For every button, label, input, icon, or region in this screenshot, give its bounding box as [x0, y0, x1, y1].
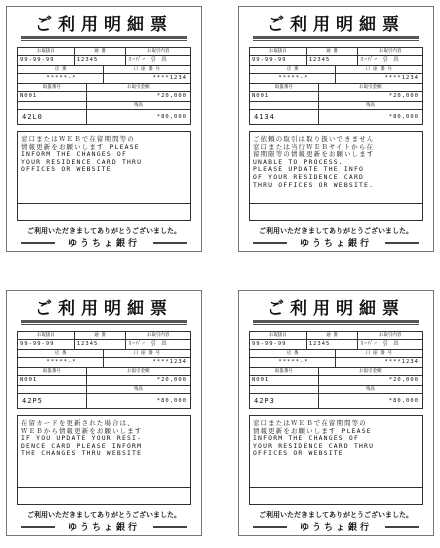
status-code: 4134 [250, 110, 319, 124]
handler-value: N001 [250, 376, 319, 385]
thanks-text: ご利用いただきましてありがとうございました。 [259, 227, 413, 235]
account-label: 口 座 番 号 [365, 351, 393, 356]
bank-line-right [153, 526, 187, 528]
notice-line: OFFICES OR WEBSITE [21, 165, 112, 174]
date-label: お取扱日 [250, 332, 307, 339]
date-label: お取扱日 [18, 332, 75, 339]
balance-value: *80,000 [388, 114, 419, 120]
amount-value: *20,000 [388, 93, 419, 99]
notice-line: ＷＥＢから情報更新をお願いします [21, 426, 143, 435]
amount-label: お取引金額 [359, 85, 382, 90]
seq-value: 12345 [307, 56, 359, 65]
handler-value: N001 [250, 92, 319, 101]
blank-box [17, 204, 191, 221]
account-value: ****1234 [152, 359, 187, 365]
receipt-3 [6, 290, 202, 536]
balance-value: *80,000 [156, 114, 187, 120]
title-underline [21, 36, 187, 39]
handler-value: N001 [18, 92, 87, 101]
thanks-text: ご利用いただきましてありがとうございました。 [27, 511, 181, 519]
content-label: お取引内容 [378, 49, 402, 54]
amount-value: *20,000 [156, 377, 187, 383]
transaction-table [17, 331, 191, 409]
account-label: 口 座 番 号 [365, 67, 393, 72]
transaction-table [249, 47, 423, 125]
receipt-title: ご利用明細票 [35, 15, 173, 35]
handler-label: 取扱番号 [250, 368, 319, 375]
title-underline-thin [253, 40, 419, 41]
notice-line: 窓口または当行ＷＥＢサイトから在 [253, 142, 375, 151]
transaction-table [249, 331, 423, 409]
receipt-4 [238, 290, 434, 536]
seq-label: 通 番 [75, 332, 127, 339]
bank-line-right [153, 242, 187, 244]
date-value: 99-99-99 [18, 56, 75, 65]
seq-label: 通 番 [307, 48, 359, 55]
notice-line: PLEASE UPDATE THE INFO [253, 165, 365, 174]
status-code: 42P3 [250, 394, 319, 408]
handler-label: 取扱番号 [18, 368, 87, 375]
bank-line-right [385, 242, 419, 244]
notice-line: INFORM THE CHANGES OF [21, 150, 127, 159]
bank-name: ゆうちょ銀行 [67, 239, 140, 249]
seq-label: 通 番 [307, 332, 359, 339]
account-value: ****1234 [152, 75, 187, 81]
notice-line: ご依頼の取引は取り扱いできません [253, 135, 375, 143]
blank-box [249, 204, 423, 221]
title-underline [253, 320, 419, 323]
status-code: 42P5 [18, 394, 87, 408]
notice-line: 情報更新をお願いします PLEASE [253, 426, 372, 435]
balance-label: 残高 [365, 387, 375, 392]
balance-label: 残高 [133, 103, 143, 108]
notice-line: 在留カードを更新された場合は、 [21, 419, 135, 427]
notice-message [249, 131, 423, 204]
transaction-table [17, 47, 191, 125]
branch-label: 店 番 [250, 66, 336, 73]
amount-label: お取引金額 [127, 369, 150, 374]
receipt-2 [238, 6, 434, 252]
branch-value: *****-* [250, 74, 336, 83]
branch-value: *****-* [250, 358, 336, 367]
account-label: 口 座 番 号 [133, 351, 161, 356]
account-value: ****1234 [384, 75, 419, 81]
balance-value: *80,000 [388, 398, 419, 404]
notice-line: THE CHANGES THRU WEBSITE [21, 449, 143, 458]
status-code: 42L0 [18, 110, 87, 124]
account-value: ****1234 [384, 359, 419, 365]
branch-value: *****-* [18, 74, 104, 83]
branch-label: 店 番 [18, 350, 104, 357]
seq-value: 12345 [307, 340, 359, 349]
receipt-1 [6, 6, 202, 252]
handler-label: 取扱番号 [18, 84, 87, 91]
title-underline [21, 320, 187, 323]
date-value: 99-99-99 [18, 340, 75, 349]
title-underline-thin [21, 324, 187, 325]
receipt-title: ご利用明細票 [35, 299, 173, 319]
date-label: お取扱日 [250, 48, 307, 55]
content-value: ｽｰﾊﾟｰ 引 出 [128, 341, 168, 347]
title-underline-thin [21, 40, 187, 41]
notice-message [17, 131, 191, 204]
content-value: ｽｰﾊﾟｰ 引 出 [360, 341, 400, 347]
notice-line: INFORM THE CHANGES OF [253, 434, 359, 443]
date-value: 99-99-99 [250, 56, 307, 65]
account-label: 口 座 番 号 [133, 67, 161, 72]
thanks-text: ご利用いただきましてありがとうございました。 [259, 511, 413, 519]
blank-box [17, 488, 191, 505]
notice-line: OF YOUR RESIDENCE CARD [253, 172, 365, 181]
content-label: お取引内容 [146, 49, 170, 54]
notice-line: 留期限等の情報更新をお願いします [253, 150, 375, 159]
notice-line: YOUR RESIDENCE CARD THRU [253, 441, 375, 450]
content-value: ｽｰﾊﾟｰ 引 出 [360, 57, 400, 63]
title-underline-thin [253, 324, 419, 325]
notice-line: UNABLE TO PROCESS. [253, 157, 344, 166]
receipt-title: ご利用明細票 [267, 299, 405, 319]
balance-value: *80,000 [156, 398, 187, 404]
branch-label: 店 番 [250, 350, 336, 357]
notice-line: 情報更新をお願いします PLEASE [21, 142, 140, 151]
branch-value: *****-* [18, 358, 104, 367]
handler-label: 取扱番号 [250, 84, 319, 91]
notice-line: IF YOU UPDATE YOUR RESI- [21, 434, 143, 443]
date-value: 99-99-99 [250, 340, 307, 349]
amount-label: お取引金額 [359, 369, 382, 374]
seq-value: 12345 [75, 56, 127, 65]
title-underline [253, 36, 419, 39]
blank-box [249, 488, 423, 505]
bank-name: ゆうちょ銀行 [299, 523, 372, 533]
bank-name: ゆうちょ銀行 [299, 239, 372, 249]
notice-line: 窓口またはＷＥＢで在留期間等の [21, 135, 135, 143]
notice-line: OFFICES OR WEBSITE [253, 449, 344, 458]
amount-label: お取引金額 [127, 85, 150, 90]
date-label: お取扱日 [18, 48, 75, 55]
notice-message [17, 415, 191, 488]
thanks-text: ご利用いただきましてありがとうございました。 [27, 227, 181, 235]
amount-value: *20,000 [388, 377, 419, 383]
branch-label: 店 番 [18, 66, 104, 73]
seq-label: 通 番 [75, 48, 127, 55]
notice-line: DENCE CARD PLEASE INFORM [21, 441, 143, 450]
bank-name: ゆうちょ銀行 [67, 523, 140, 533]
amount-value: *20,000 [156, 93, 187, 99]
content-value: ｽｰﾊﾟｰ 引 出 [128, 57, 168, 63]
notice-line: 窓口またはＷＥＢで在留期間等の [253, 419, 367, 427]
balance-label: 残高 [133, 387, 143, 392]
notice-message [249, 415, 423, 488]
content-label: お取引内容 [378, 333, 402, 338]
balance-label: 残高 [365, 103, 375, 108]
bank-line-right [385, 526, 419, 528]
seq-value: 12345 [75, 340, 127, 349]
notice-line: THRU OFFICES OR WEBSITE. [253, 180, 375, 189]
content-label: お取引内容 [146, 333, 170, 338]
receipt-title: ご利用明細票 [267, 15, 405, 35]
notice-line: YOUR RESIDENCE CARD THRU [21, 157, 143, 166]
handler-value: N001 [18, 376, 87, 385]
